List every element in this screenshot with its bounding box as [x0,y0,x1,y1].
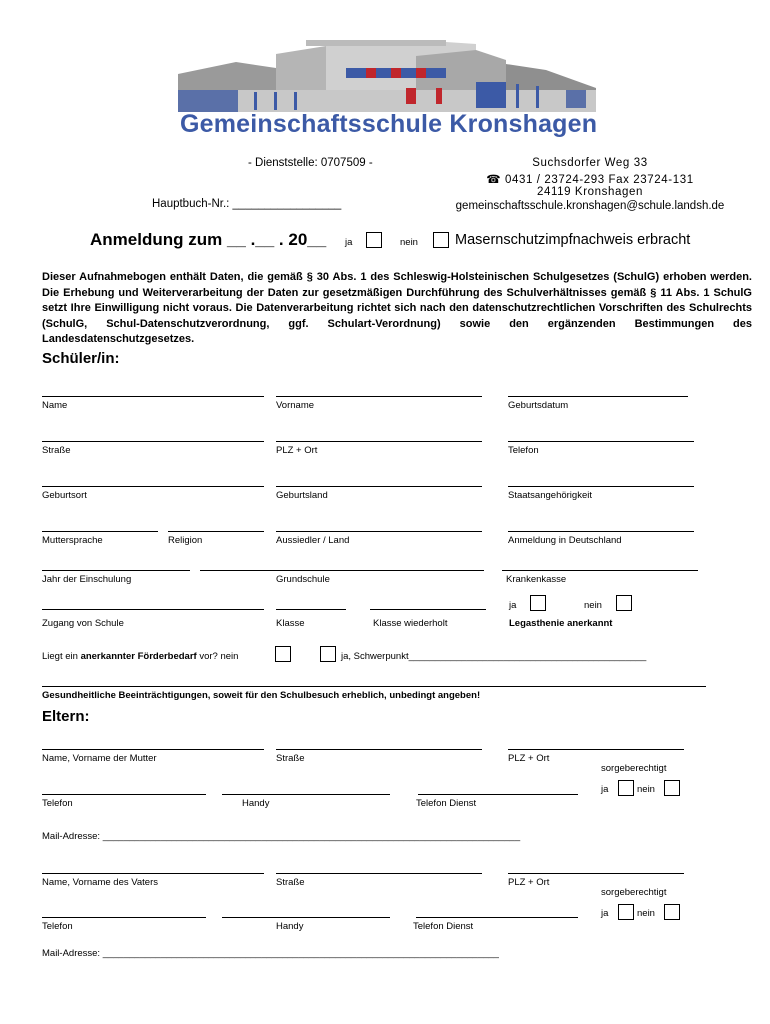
mutter-name-label: Name, Vorname der Mutter [42,753,157,764]
geburtsdatum-label: Geburtsdatum [508,400,569,411]
legasthenie-ja-checkbox[interactable] [530,595,546,611]
einschulung-label: Jahr der Einschulung [42,574,132,585]
aussiedler-label: Aussiedler / Land [276,535,350,546]
masern-ja-label: ja [345,237,353,248]
krankenkasse-label: Krankenkasse [506,574,567,585]
vater-handy-label: Handy [276,921,304,932]
mutter-sorge-ja-label: ja [601,784,609,795]
strasse-label: Straße [42,445,71,456]
staatsangehoerigkeit-field[interactable] [508,486,694,487]
legasthenie-ja-label: ja [509,600,517,611]
mutter-sorge-nein-checkbox[interactable] [664,780,680,796]
klasse-field[interactable] [276,609,346,610]
mutter-telefon-label: Telefon [42,798,73,809]
masern-nein-checkbox[interactable] [433,232,449,248]
eltern-heading: Eltern: [42,708,90,725]
address-city: 24119 Kronshagen [537,186,643,198]
vater-sorge-ja-label: ja [601,908,609,919]
mutter-plz-label: PLZ + Ort [508,753,550,764]
vater-telefon-dienst-label: Telefon Dienst [413,921,474,932]
legasthenie-label: Legasthenie anerkannt [509,618,613,629]
vater-plz-field[interactable] [508,873,684,874]
dienststelle: - Dienststelle: 0707509 - [248,157,373,169]
mutter-sorge-nein-label: nein [637,784,655,795]
plz-ort-label: PLZ + Ort [276,445,318,456]
masern-label: Masernschutzimpfnachweis erbracht [455,232,691,248]
einschulung-field[interactable] [42,570,190,571]
anmeldung-de-field[interactable] [508,531,694,532]
vater-plz-label: PLZ + Ort [508,877,550,888]
vater-telefon-field[interactable] [42,917,206,918]
mutter-telefon-field[interactable] [42,794,206,795]
schueler-heading: Schüler/in: [42,350,120,367]
vater-name-field[interactable] [42,873,264,874]
geburtsdatum-field[interactable] [508,396,688,397]
vater-sorge-nein-label: nein [637,908,655,919]
geburtsland-field[interactable] [276,486,482,487]
intro-paragraph: Dieser Aufnahmebogen enthält Daten, die gemäß § 30 Abs. 1 des Schleswig-Holsteinischen Schulgesetzes (SchulG) erhoben werden. Die Erhebung und Weiterverarbeitung der Daten zur gesetzmäßigen Durchführung des Schulverhältnisses gemäß § 11 Abs. 1 SchulG setzt Ihre Einwilligung nicht voraus. Die Datenverarbeitung richtet sich nach den datenschutzrechtlichen Vorschriften des Schulrechts (SchulG, Schul-Datenschutzverordnung, ggf. Schulart-Verordnung) sowie den ergänzenden Bestimmungen des Landesdatenschutzgesetzes. [42,271,752,345]
krankenkasse-field[interactable] [502,570,698,571]
masern-ja-checkbox[interactable] [366,232,382,248]
vater-telefon-dienst-field[interactable] [416,917,578,918]
grundschule-label: Grundschule [276,574,330,585]
vater-name-label: Name, Vorname des Vaters [42,877,158,888]
anmeldung-title: Anmeldung zum __ .__ . 20__ [90,230,327,249]
vater-sorge-nein-checkbox[interactable] [664,904,680,920]
foerder-nein-checkbox[interactable] [275,646,291,662]
mutter-mail-field[interactable]: Mail-Adresse: _______________________________________________________________________________ [42,831,521,842]
klasse-wiederholt-label: Klasse wiederholt [373,618,448,629]
school-name: Gemeinschaftsschule Kronshagen [180,110,598,138]
foerderbedarf-question: Liegt ein anerkannter Förderbedarf vor? nein [42,651,239,662]
vater-strasse-label: Straße [276,877,305,888]
geburtsort-label: Geburtsort [42,490,87,501]
vater-strasse-field[interactable] [276,873,482,874]
mutter-strasse-label: Straße [276,753,305,764]
plz-ort-field[interactable] [276,441,482,442]
mutter-strasse-field[interactable] [276,749,482,750]
muttersprache-label: Muttersprache [42,535,103,546]
address-email: gemeinschaftsschule.kronshagen@schule.landsh.de [455,200,725,212]
staatsangehoerigkeit-label: Staatsangehörigkeit [508,490,592,501]
hauptbuch-nr: Hauptbuch-Nr.: _________________ [152,198,342,210]
anmeldung-de-label: Anmeldung in Deutschland [508,535,622,546]
vater-handy-field[interactable] [222,917,390,918]
klasse-label: Klasse [276,618,305,629]
foerder-ja-checkbox[interactable] [320,646,336,662]
gesundheit-field[interactable] [42,686,706,687]
strasse-field[interactable] [42,441,264,442]
gesundheit-label: Gesundheitliche Beeinträchtigungen, soweit für den Schulbesuch erheblich, unbedingt angeben! [42,690,481,701]
religion-label: Religion [168,535,203,546]
masern-nein-label: nein [400,237,418,248]
muttersprache-field[interactable] [42,531,158,532]
name-label: Name [42,400,68,411]
geburtsort-field[interactable] [42,486,264,487]
mutter-sorge-ja-checkbox[interactable] [618,780,634,796]
mutter-handy-label: Handy [242,798,270,809]
vater-telefon-label: Telefon [42,921,73,932]
legasthenie-nein-label: nein [584,600,602,611]
mutter-sorge-label: sorgeberechtigt [601,763,667,774]
name-field[interactable] [42,396,264,397]
vater-sorge-ja-checkbox[interactable] [618,904,634,920]
religion-field[interactable] [168,531,264,532]
vorname-field[interactable] [276,396,482,397]
klasse-wiederholt-field[interactable] [370,609,486,610]
mutter-name-field[interactable] [42,749,264,750]
address-phone: ☎ 0431 / 23724-293 Fax 23724-131 [486,174,694,186]
school-logo [176,40,616,112]
telefon-field[interactable] [508,441,694,442]
zugang-field[interactable] [42,609,264,610]
vorname-label: Vorname [276,400,315,411]
zugang-label: Zugang von Schule [42,618,124,629]
mutter-telefon-dienst-field[interactable] [418,794,578,795]
telefon-label: Telefon [508,445,539,456]
geburtsland-label: Geburtsland [276,490,328,501]
mutter-handy-field[interactable] [222,794,390,795]
aussiedler-field[interactable] [276,531,482,532]
address-street: Suchsdorfer Weg 33 [532,157,648,169]
vater-sorge-label: sorgeberechtigt [601,887,667,898]
grundschule-field[interactable] [200,570,484,571]
mutter-plz-field[interactable] [508,749,684,750]
schwerpunkt-field[interactable]: ja, Schwerpunkt_____________________________________________ [341,651,647,662]
legasthenie-nein-checkbox[interactable] [616,595,632,611]
vater-mail-field[interactable]: Mail-Adresse: ___________________________________________________________________________ [42,948,499,959]
mutter-telefon-dienst-label: Telefon Dienst [416,798,477,809]
